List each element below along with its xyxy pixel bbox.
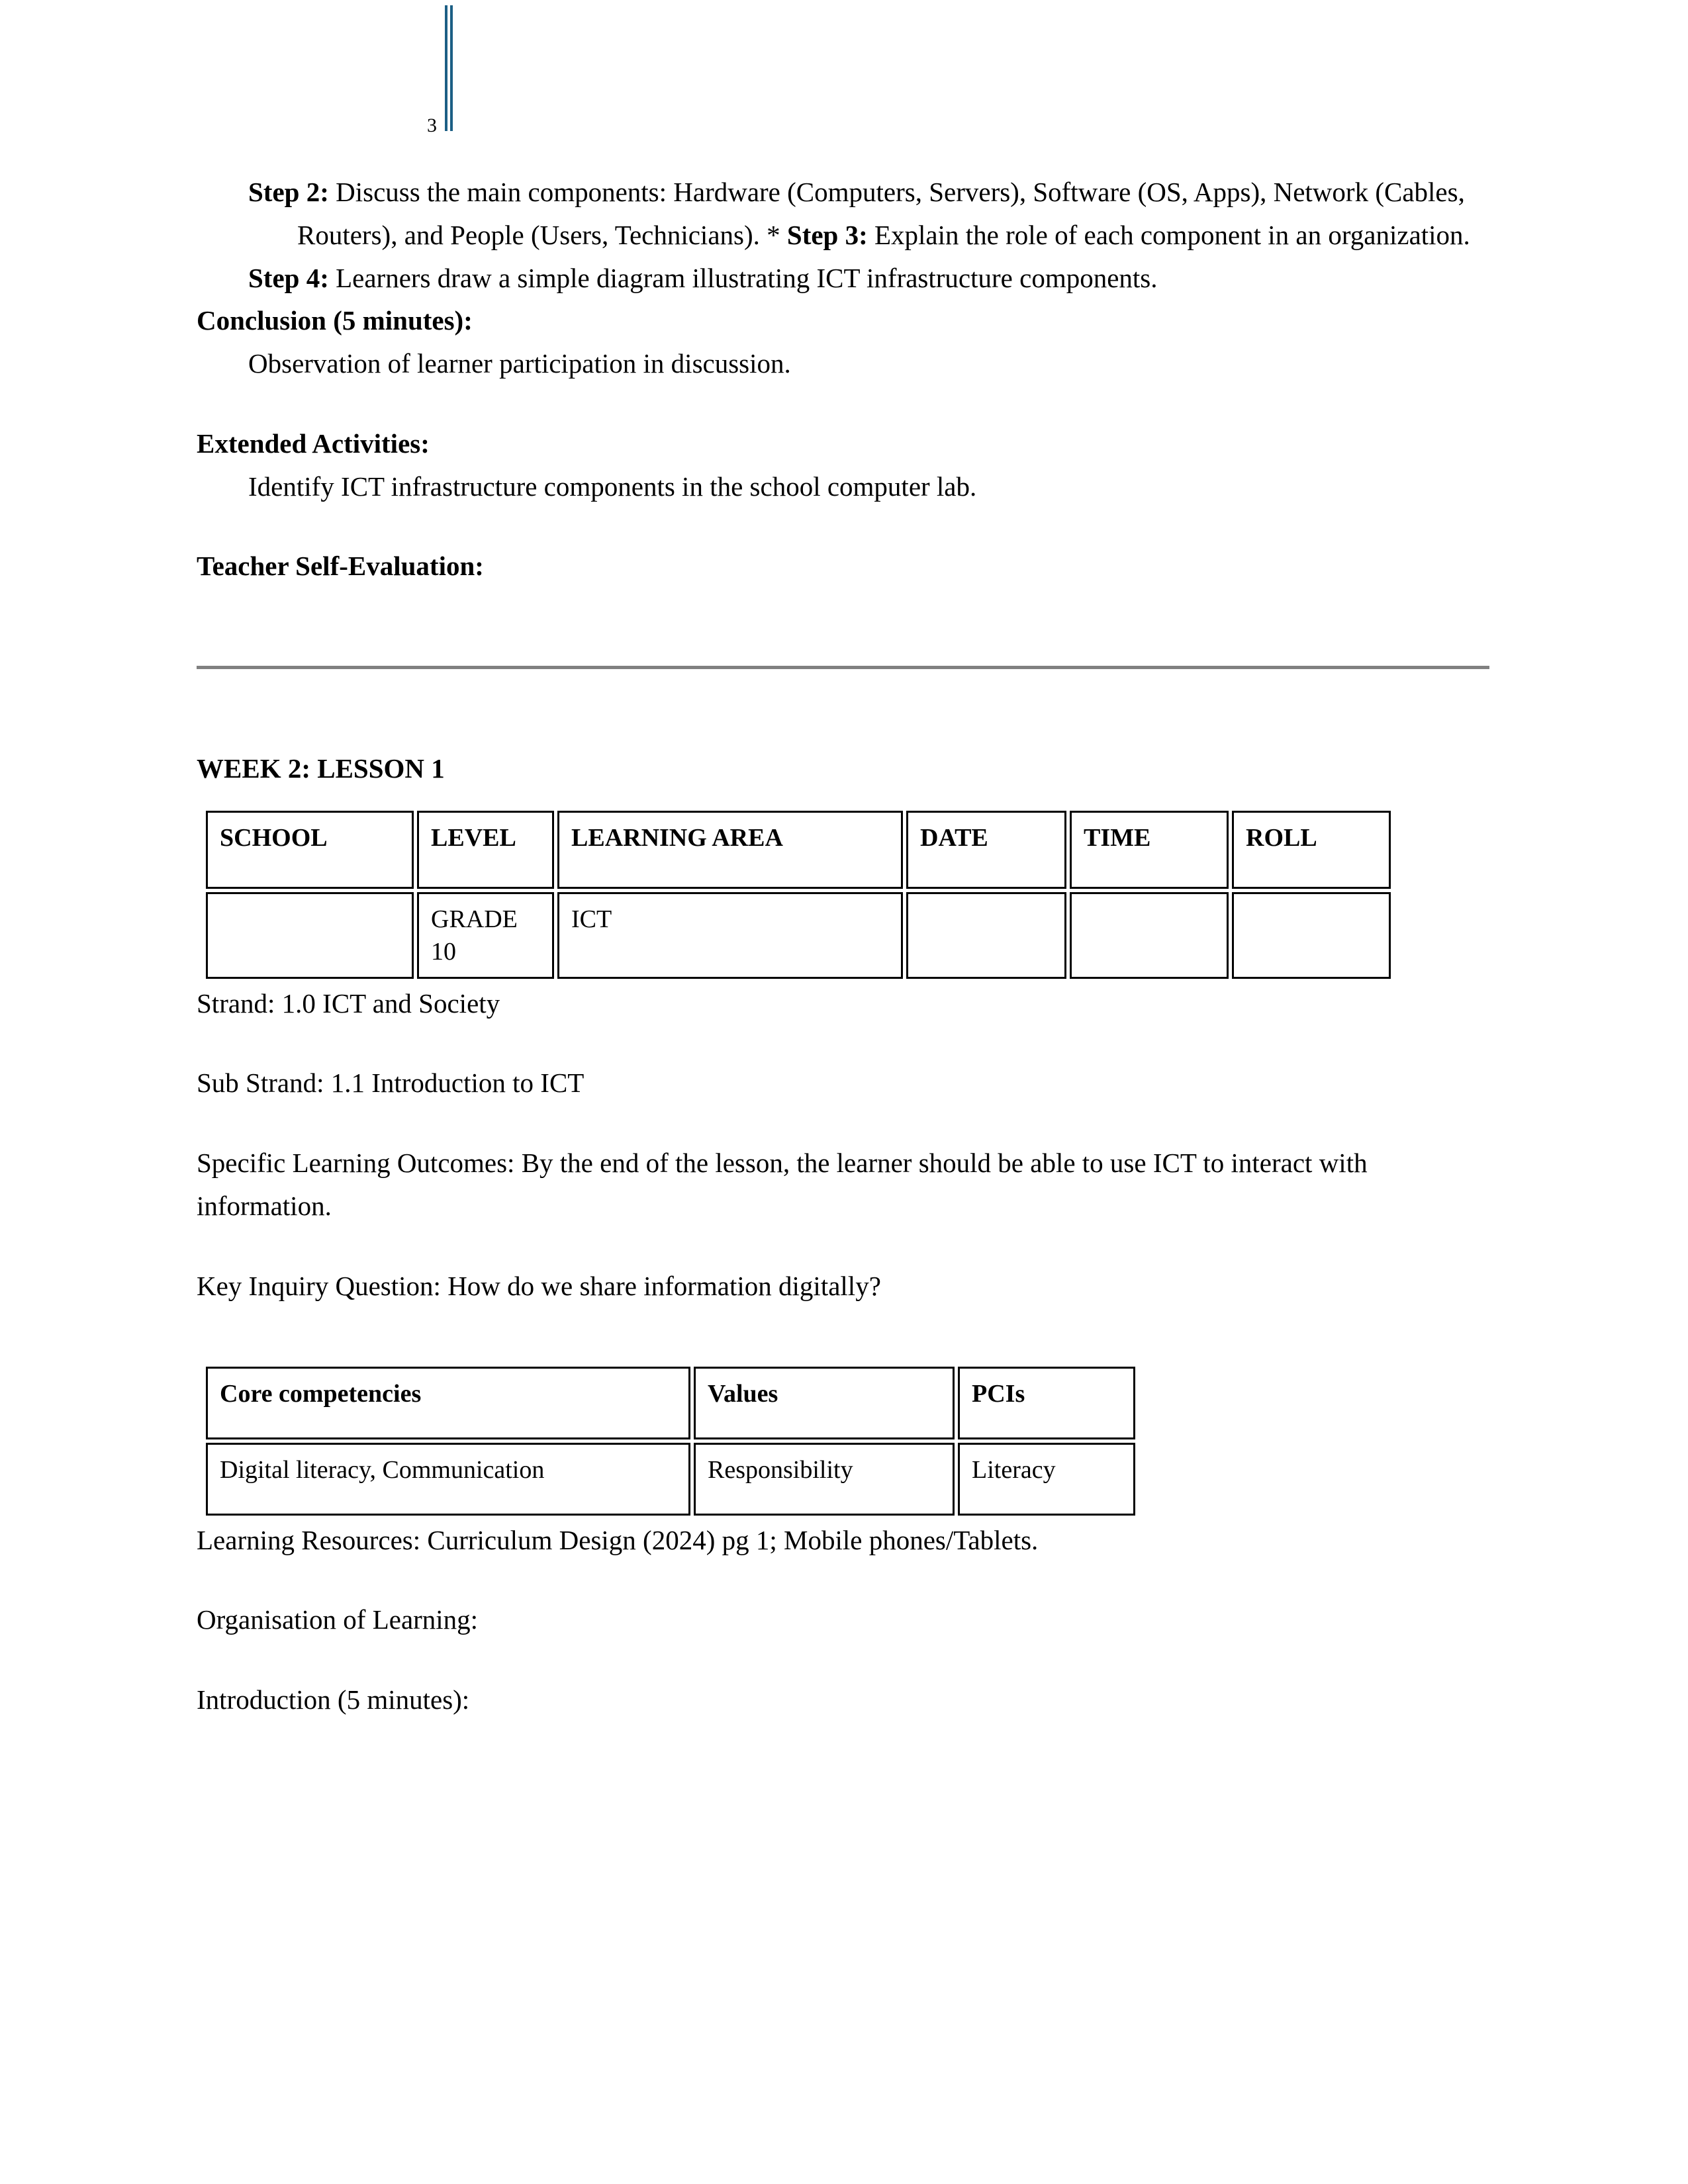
strand-line: Strand: 1.0 ICT and Society (197, 987, 500, 1019)
table-row (206, 1443, 1135, 1516)
step-3-text: Explain the role of each component in an organization. (867, 219, 1470, 250)
spacer (197, 508, 1491, 545)
spacer (197, 588, 1491, 666)
week-section-title: WEEK 2: LESSON 1 (197, 753, 445, 784)
conclusion-body: Observation of learner participation in discussion. (248, 348, 791, 379)
step-3-label: Step 3: (786, 219, 868, 250)
header-rule-line-1 (445, 5, 447, 131)
table-header-time: TIME (1070, 811, 1229, 889)
sub-strand-line: Sub Strand: 1.1 Introduction to ICT (197, 1068, 585, 1099)
table-header-values: Values (694, 1367, 955, 1439)
table-row-header (206, 811, 1391, 889)
step-2-text: Discuss the main components: Hardware (Computers, Servers), Software (OS, Apps), Network (Cables, Routers), and People (Users, Technicians). * (297, 177, 1465, 250)
table-row (206, 892, 1391, 979)
spacer (197, 1105, 1491, 1142)
table-cell-time[interactable] (1070, 892, 1229, 979)
table-header-core-competencies: Core competencies (206, 1367, 690, 1439)
lesson-step-4-paragraph (197, 257, 1491, 300)
table-cell-values[interactable]: Responsibility (694, 1443, 955, 1516)
introduction-line: Introduction (5 minutes): (197, 1684, 470, 1715)
specific-learning-outcomes-line: Specific Learning Outcomes: By the end of the lesson, the learner should be able to use ICT to interact with information. (197, 1148, 1368, 1221)
table-cell-date[interactable] (906, 892, 1066, 979)
header-vertical-rule-decoration (445, 5, 454, 131)
table-header-level: LEVEL (417, 811, 554, 889)
header-rule-line-2 (450, 5, 453, 131)
teacher-self-evaluation-heading: Teacher Self-Evaluation: (197, 551, 484, 582)
spacer (197, 669, 1491, 747)
spacer (197, 385, 1491, 422)
learning-resources-line: Learning Resources: Curriculum Design (2024) pg 1; Mobile phones/Tablets. (197, 1524, 1039, 1555)
table-header-learning-area: LEARNING AREA (557, 811, 903, 889)
table-header-roll: ROLL (1232, 811, 1391, 889)
table-cell-level[interactable]: GRADE 10 (417, 892, 554, 979)
step-2-label: Step 2: (248, 177, 329, 207)
organisation-of-learning-line: Organisation of Learning: (197, 1604, 479, 1635)
core-competencies-table (203, 1363, 1139, 1519)
table-cell-school[interactable] (206, 892, 414, 979)
spacer (197, 1561, 1491, 1598)
table-header-pcis: PCIs (958, 1367, 1135, 1439)
page-number: 3 (427, 114, 437, 136)
spacer (197, 1308, 1491, 1363)
key-inquiry-question-line: Key Inquiry Question: How do we share information digitally? (197, 1270, 881, 1301)
document-body (197, 171, 1491, 1721)
page-header (0, 0, 1688, 152)
conclusion-heading: Conclusion (5 minutes): (197, 305, 473, 336)
step-4-text: Learners draw a simple diagram illustrating ICT infrastructure components. (328, 262, 1158, 293)
table-row-header (206, 1367, 1135, 1439)
extended-activities-heading: Extended Activities: (197, 428, 430, 459)
lesson-step-2-paragraph (197, 171, 1491, 257)
table-cell-core-competencies[interactable]: Digital literacy, Communication (206, 1443, 690, 1516)
table-header-date: DATE (906, 811, 1066, 889)
table-cell-pcis[interactable]: Literacy (958, 1443, 1135, 1516)
spacer (197, 1641, 1491, 1678)
table-cell-learning-area[interactable]: ICT (557, 892, 903, 979)
lesson-info-table (203, 807, 1394, 982)
spacer (197, 1024, 1491, 1062)
spacer (197, 790, 1491, 807)
spacer (197, 1228, 1491, 1265)
table-header-school: SCHOOL (206, 811, 414, 889)
table-cell-roll[interactable] (1232, 892, 1391, 979)
step-4-label: Step 4: (248, 262, 329, 293)
extended-activities-body: Identify ICT infrastructure components in the school computer lab. (248, 471, 977, 502)
